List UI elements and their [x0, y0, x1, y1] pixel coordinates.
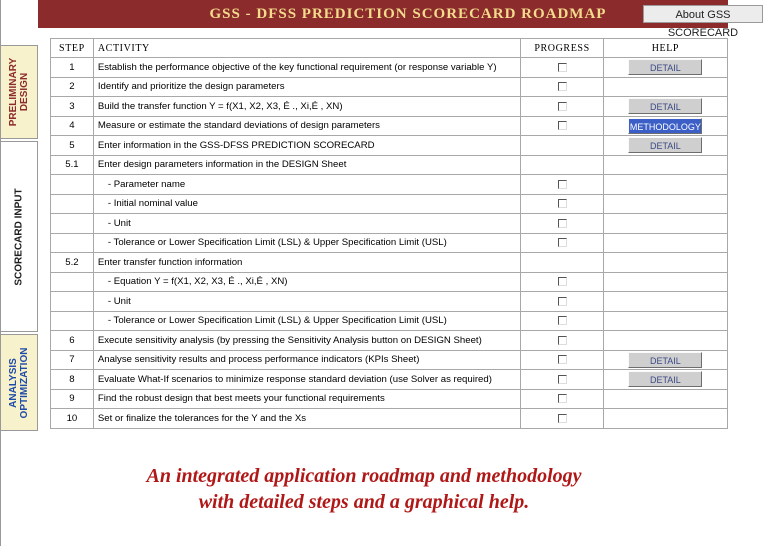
detail-button[interactable]: DETAIL — [628, 137, 702, 153]
step-cell: 8 — [51, 370, 94, 390]
activity-cell: - Unit — [93, 292, 520, 312]
help-cell — [603, 409, 727, 429]
progress-checkbox[interactable] — [558, 336, 567, 345]
activity-cell: Build the transfer function Y = f(X1, X2, X3, É ., Xi,É , XN) — [93, 97, 520, 117]
activity-cell: Find the robust design that best meets your functional requirements — [93, 389, 520, 409]
activity-cell: - Equation Y = f(X1, X2, X3, É ., Xi,É , XN) — [93, 272, 520, 292]
table-row — [51, 155, 728, 175]
activity-cell: - Initial nominal value — [93, 194, 520, 214]
step-cell: 5.1 — [51, 155, 94, 175]
detail-button[interactable]: DETAIL — [628, 59, 702, 75]
activity-cell: Set or finalize the tolerances for the Y and the Xs — [93, 409, 520, 429]
progress-cell — [521, 214, 603, 234]
progress-cell — [521, 175, 603, 195]
detail-button[interactable]: DETAIL — [628, 98, 702, 114]
progress-cell — [521, 97, 603, 117]
detail-button[interactable]: DETAIL — [628, 352, 702, 368]
table-row — [51, 350, 728, 370]
table-row — [51, 116, 728, 136]
progress-checkbox[interactable] — [558, 82, 567, 91]
step-cell — [51, 233, 94, 253]
title-bar — [38, 0, 739, 39]
table-row — [51, 214, 728, 234]
progress-cell — [521, 409, 603, 429]
step-cell — [51, 292, 94, 312]
table-row — [51, 311, 728, 331]
progress-cell — [521, 253, 603, 273]
caption-line-1: An integrated application roadmap and methodology — [146, 465, 582, 487]
progress-checkbox[interactable] — [558, 414, 567, 423]
progress-cell — [521, 370, 603, 390]
help-cell — [603, 116, 727, 136]
band-analysis-label: ANALYSIS OPTIMIZATION — [8, 347, 30, 418]
step-cell — [51, 311, 94, 331]
page-title: GSS - DFSS PREDICTION SCORECARD ROADMAP — [209, 6, 607, 22]
progress-cell — [521, 350, 603, 370]
step-cell: 9 — [51, 389, 94, 409]
table-row — [51, 233, 728, 253]
table-row — [51, 97, 728, 117]
activity-cell: Identify and prioritize the design parameters — [93, 77, 520, 97]
help-cell — [603, 350, 727, 370]
step-cell — [51, 214, 94, 234]
activity-cell: Enter information in the GSS-DFSS PREDICTION SCORECARD — [93, 136, 520, 156]
step-cell: 3 — [51, 97, 94, 117]
progress-cell — [521, 292, 603, 312]
table-row — [51, 175, 728, 195]
activity-cell: - Unit — [93, 214, 520, 234]
progress-cell — [521, 331, 603, 351]
table-header-row — [51, 39, 728, 58]
step-cell: 2 — [51, 77, 94, 97]
step-cell: 4 — [51, 116, 94, 136]
activity-cell: Execute sensitivity analysis (by pressing the Sensitivity Analysis button on DESIGN Sheet) — [93, 331, 520, 351]
progress-cell — [521, 155, 603, 175]
progress-checkbox[interactable] — [558, 238, 567, 247]
help-cell — [603, 253, 727, 273]
progress-cell — [521, 194, 603, 214]
activity-cell: Enter transfer function information — [93, 253, 520, 273]
help-cell — [603, 272, 727, 292]
activity-cell: Establish the performance objective of the key functional requirement (or response variable Y) — [93, 58, 520, 78]
help-cell — [603, 77, 727, 97]
help-cell — [603, 58, 727, 78]
header-progress: PROGRESS — [521, 39, 603, 58]
help-cell — [603, 292, 727, 312]
caption-line-2: with detailed steps and a graphical help. — [198, 491, 530, 513]
help-cell — [603, 370, 727, 390]
about-gss-scorecard-button[interactable]: About GSS SCORECARD — [643, 5, 763, 23]
progress-cell — [521, 77, 603, 97]
progress-cell — [521, 311, 603, 331]
progress-checkbox[interactable] — [558, 297, 567, 306]
progress-checkbox[interactable] — [558, 316, 567, 325]
step-cell: 5 — [51, 136, 94, 156]
table-row — [51, 272, 728, 292]
header-step: STEP — [51, 39, 94, 58]
progress-checkbox[interactable] — [558, 180, 567, 189]
header-activity: ACTIVITY — [93, 39, 520, 58]
activity-cell: Analyse sensitivity results and process performance indicators (KPIs Sheet) — [93, 350, 520, 370]
table-row — [51, 58, 728, 78]
step-cell: 1 — [51, 58, 94, 78]
table-row — [51, 253, 728, 273]
table-row — [51, 331, 728, 351]
activity-cell: Evaluate What-If scenarios to minimize response standard deviation (use Solver as required) — [93, 370, 520, 390]
progress-cell — [521, 389, 603, 409]
progress-checkbox[interactable] — [558, 277, 567, 286]
table-row — [51, 77, 728, 97]
help-cell — [603, 136, 727, 156]
band-analysis-optimization — [0, 334, 38, 431]
help-cell — [603, 175, 727, 195]
progress-checkbox[interactable] — [558, 102, 567, 111]
progress-cell — [521, 233, 603, 253]
progress-cell — [521, 58, 603, 78]
step-cell: 6 — [51, 331, 94, 351]
band-scorecard-label: SCORECARD INPUT — [13, 187, 25, 286]
activity-cell: Measure or estimate the standard deviations of design parameters — [93, 116, 520, 136]
help-cell — [603, 331, 727, 351]
step-cell: 5.2 — [51, 253, 94, 273]
progress-checkbox[interactable] — [558, 394, 567, 403]
table-row — [51, 194, 728, 214]
step-cell: 10 — [51, 409, 94, 429]
step-cell — [51, 272, 94, 292]
activity-cell: - Tolerance or Lower Specification Limit (LSL) & Upper Specification Limit (USL) — [93, 311, 520, 331]
band-preliminary-label: PRELIMINARY DESIGN — [8, 57, 30, 127]
table-row — [51, 136, 728, 156]
progress-checkbox[interactable] — [558, 375, 567, 384]
progress-checkbox[interactable] — [558, 355, 567, 364]
band-preliminary-design — [0, 45, 38, 139]
progress-cell — [521, 272, 603, 292]
help-cell — [603, 97, 727, 117]
help-cell — [603, 389, 727, 409]
header-help: HELP — [603, 39, 727, 58]
band-scorecard-input — [0, 141, 38, 332]
progress-cell — [521, 116, 603, 136]
progress-checkbox[interactable] — [558, 199, 567, 208]
progress-cell — [521, 136, 603, 156]
help-cell — [603, 311, 727, 331]
progress-checkbox[interactable] — [558, 63, 567, 72]
activity-cell: - Tolerance or Lower Specification Limit (LSL) & Upper Specification Limit (USL) — [93, 233, 520, 253]
roadmap-table — [50, 38, 728, 429]
help-cell — [603, 214, 727, 234]
methodology-button[interactable]: METHODOLOGY — [628, 118, 702, 134]
step-cell — [51, 194, 94, 214]
table-row — [51, 389, 728, 409]
help-cell — [603, 155, 727, 175]
table-row — [51, 292, 728, 312]
step-cell — [51, 175, 94, 195]
help-cell — [603, 233, 727, 253]
progress-checkbox[interactable] — [558, 121, 567, 130]
step-cell: 7 — [51, 350, 94, 370]
activity-cell: - Parameter name — [93, 175, 520, 195]
activity-cell: Enter design parameters information in the DESIGN Sheet — [93, 155, 520, 175]
table-row — [51, 409, 728, 429]
table-row — [51, 370, 728, 390]
help-cell — [603, 194, 727, 214]
detail-button[interactable]: DETAIL — [628, 371, 702, 387]
progress-checkbox[interactable] — [558, 219, 567, 228]
